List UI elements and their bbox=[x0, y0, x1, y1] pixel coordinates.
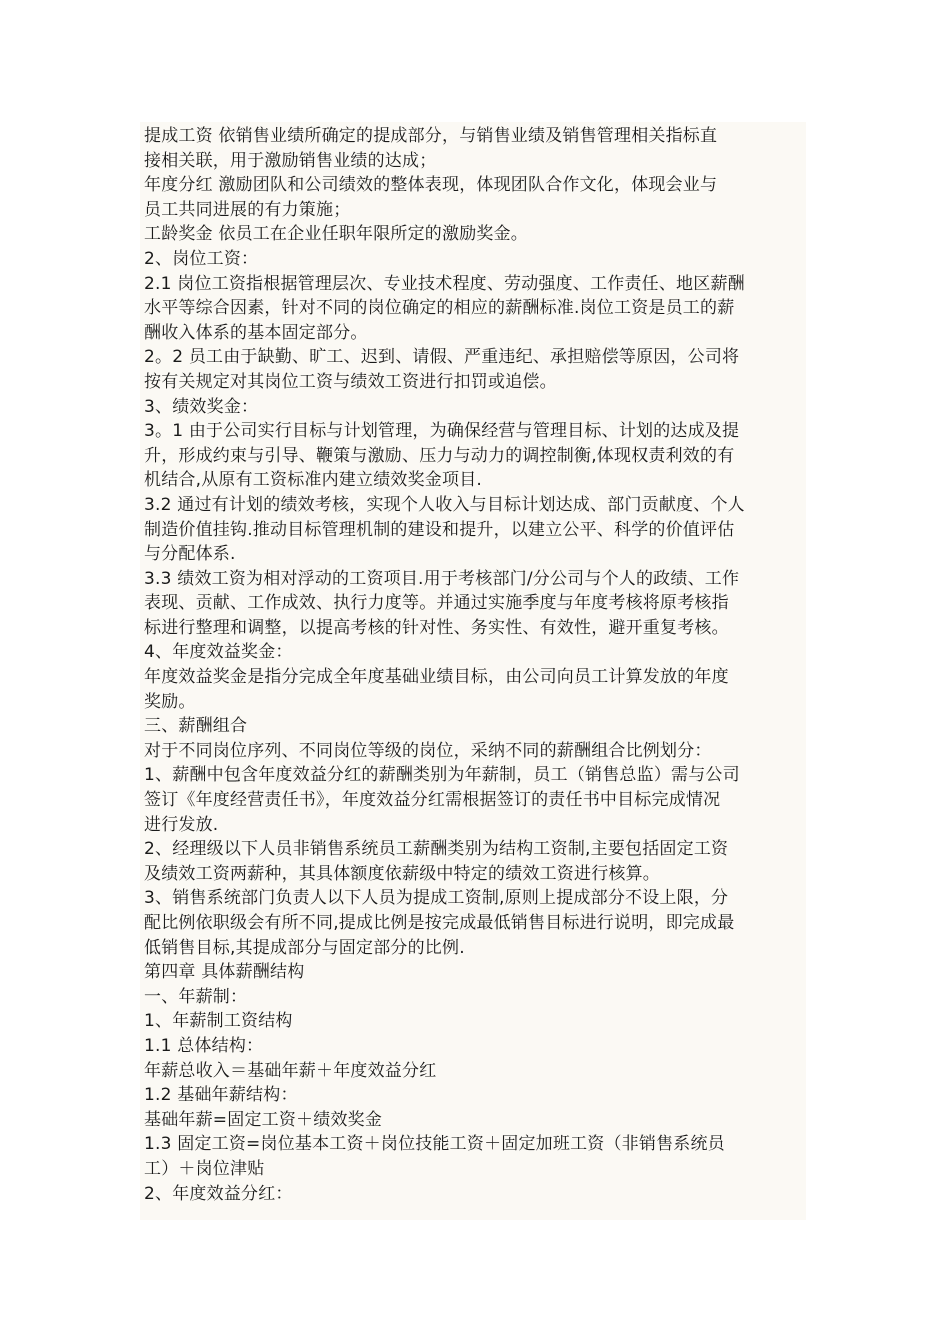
text-line: 表现、贡献、工作成效、执行力度等。并通过实施季度与年度考核将原考核指 bbox=[144, 593, 729, 614]
text-line: 接相关联，用于激励销售业绩的达成； bbox=[144, 150, 437, 171]
section-heading: 4、年度效益奖金： bbox=[144, 642, 293, 663]
text-line: 工）＋岗位津贴 bbox=[144, 1158, 265, 1179]
text-line: 与分配体系. bbox=[144, 544, 236, 565]
section-heading: 3、绩效奖金： bbox=[144, 396, 259, 417]
text-line: 1.3 固定工资=岗位基本工资＋岗位技能工资＋固定加班工资（非销售系统员 bbox=[144, 1134, 725, 1155]
text-line: 标进行整理和调整，以提高考核的针对性、务实性、有效性，避开重复考核。 bbox=[144, 617, 729, 638]
text-line: 奖励。 bbox=[144, 691, 196, 712]
text-line: 3、销售系统部门负责人以下人员为提成工资制,原则上提成部分不设上限，分 bbox=[144, 888, 729, 909]
text-line: 3.3 绩效工资为相对浮动的工资项目.用于考核部门/分公司与个人的政绩、工作 bbox=[144, 568, 740, 589]
text-line: 提成工资 依销售业绩所确定的提成部分，与销售业绩及销售管理相关指标直 bbox=[144, 126, 718, 146]
text-line: 酬收入体系的基本固定部分。 bbox=[144, 322, 368, 343]
document-body bbox=[144, 124, 808, 1206]
text-line: 及绩效工资两薪种，其具体额度依薪级中特定的绩效工资进行核算。 bbox=[144, 863, 660, 884]
section-heading: 1.2 基础年薪结构： bbox=[144, 1085, 298, 1106]
text-line: 工龄奖金 依员工在企业任职年限所定的激励奖金。 bbox=[144, 224, 529, 245]
text-line: 升，形成约束与引导、鞭策与激励、压力与动力的调控制衡,体现权责利效的有 bbox=[144, 445, 735, 466]
text-line: 1、薪酬中包含年度效益分红的薪酬类别为年薪制，员工（销售总监）需与公司 bbox=[144, 765, 740, 786]
section-heading: 1.1 总体结构： bbox=[144, 1035, 264, 1056]
text-line: 2。2 员工由于缺勤、旷工、迟到、请假、严重违纪、承担赔偿等原因，公司将 bbox=[144, 347, 740, 368]
text-line: 年度效益奖金是指分完成全年度基础业绩目标，由公司向员工计算发放的年度 bbox=[144, 667, 729, 688]
text-line: 2、经理级以下人员非销售系统员工薪酬类别为结构工资制,主要包括固定工资 bbox=[144, 839, 729, 860]
text-line: 3。1 由于公司实行目标与计划管理，为确保经营与管理目标、计划的达成及提 bbox=[144, 421, 740, 442]
text-line: 对于不同岗位序列、不同岗位等级的岗位，采纳不同的薪酬组合比例划分： bbox=[144, 740, 712, 761]
text-line: 2.1 岗位工资指根据管理层次、专业技术程度、劳动强度、工作责任、地区薪酬 bbox=[144, 273, 745, 294]
text-line: 基础年薪=固定工资＋绩效奖金 bbox=[144, 1109, 383, 1130]
section-heading: 1、年薪制工资结构 bbox=[144, 1011, 293, 1032]
text-line: 按有关规定对其岗位工资与绩效工资进行扣罚或追偿。 bbox=[144, 371, 557, 392]
chapter-heading: 第四章 具体薪酬结构 bbox=[144, 962, 305, 983]
text-line: 制造价值挂钩.推动目标管理机制的建设和提升，以建立公平、科学的价值评估 bbox=[144, 519, 735, 540]
section-heading: 三、薪酬组合 bbox=[144, 716, 248, 737]
text-line: 进行发放. bbox=[144, 814, 219, 835]
text-line: 低销售目标,其提成部分与固定部分的比例. bbox=[144, 937, 465, 958]
text-line: 年薪总收入＝基础年薪＋年度效益分红 bbox=[144, 1060, 437, 1081]
text-line: 签订《年度经营责任书》，年度效益分红需根据签订的责任书中目标完成情况 bbox=[144, 790, 721, 811]
text-line: 水平等综合因素，针对不同的岗位确定的相应的薪酬标准.岗位工资是员工的薪 bbox=[144, 298, 735, 319]
text-line: 机结合,从原有工资标准内建立绩效奖金项目. bbox=[144, 470, 483, 491]
section-heading: 一、年薪制： bbox=[144, 986, 248, 1007]
section-heading: 2、年度效益分红： bbox=[144, 1183, 293, 1204]
text-line: 年度分红 激励团队和公司绩效的整体表现，体现团队合作文化，体现会业与 bbox=[144, 175, 718, 196]
text-line: 员工共同进展的有力策施； bbox=[144, 199, 351, 220]
text-line: 3.2 通过有计划的绩效考核，实现个人收入与目标计划达成、部门贡献度、个人 bbox=[144, 494, 745, 515]
text-line: 配比例依职级会有所不同,提成比例是按完成最低销售目标进行说明，即完成最 bbox=[144, 913, 735, 933]
section-heading: 2、岗位工资： bbox=[144, 248, 259, 269]
